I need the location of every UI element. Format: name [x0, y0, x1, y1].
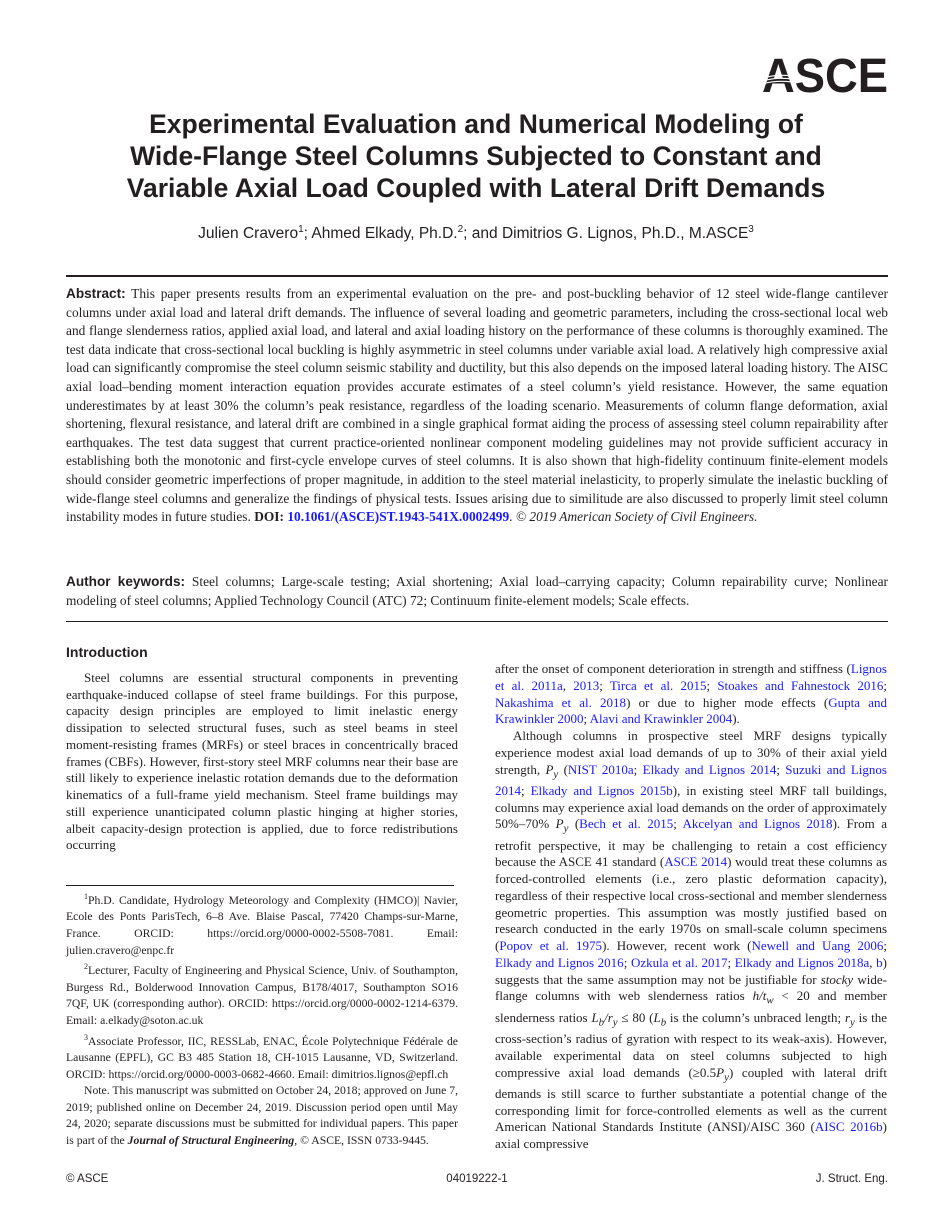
text-run: is the cross-section’s radius of gyration with respect to its weak-axis). However, available experimental data on steel columns subjected to high compressive axial load demands (≥0.5: [495, 1009, 887, 1080]
citation-link[interactable]: NIST 2010a: [567, 761, 634, 777]
text-run: y: [563, 822, 569, 835]
footnote-mark: 3: [84, 1032, 88, 1042]
citation-link[interactable]: Elkady and Lignos 2018a: [734, 954, 870, 970]
footnote-divider: [66, 885, 454, 886]
text-run: b: [660, 1016, 667, 1029]
left-column: [66, 644, 458, 854]
text-run: ). However, recent work (: [602, 938, 752, 954]
text-run: ;: [883, 938, 887, 954]
citation-link[interactable]: Elkady and Lignos 2015b: [530, 782, 673, 798]
text-run: Although columns in prospective steel MRF designs typically experience modest axial load demands of up to 30% of their axial yield strength,: [495, 728, 887, 777]
title-line: Wide-Flange Steel Columns Subjected to Constant and: [130, 141, 822, 171]
citation-link[interactable]: ASCE 2014: [664, 854, 728, 870]
text-run: ), in existing steel MRF tall buildings, columns may experience axial load demands on the order of approximately 50%–70%: [495, 782, 887, 832]
text-run: ;: [583, 711, 590, 727]
footnote: [66, 959, 458, 1029]
text-run: stocky: [820, 971, 854, 987]
footnote-mark: 1: [84, 892, 88, 901]
author-separator: ; and: [463, 225, 502, 243]
body-paragraph: [66, 670, 458, 854]
text-run: ) suggests that the same assumption may not be justifiable for: [495, 954, 887, 987]
manuscript-note: [66, 1083, 458, 1149]
citation-link[interactable]: Ozkula et al. 2017: [630, 954, 728, 970]
text-run: ,: [562, 677, 574, 693]
text-run: ;: [521, 782, 531, 798]
citation-link[interactable]: Elkady and Lignos 2014: [642, 761, 777, 777]
citation-link[interactable]: Suzuki and Lignos 2014: [495, 761, 887, 798]
citation-link[interactable]: Lignos et al. 2011a: [495, 661, 887, 693]
text-run: y: [553, 768, 559, 781]
doi-link[interactable]: 10.1061/(ASCE)ST.1943-541X.0002499: [287, 509, 510, 525]
title-line: Variable Axial Load Coupled with Lateral Drift Demands: [126, 173, 826, 203]
body-paragraph: [495, 728, 887, 1153]
footnote: [66, 1030, 458, 1084]
text-run: P: [545, 761, 554, 777]
keywords-text: Steel columns; Large-scale testing; Axial shortening; Axial load–carrying capacity; Column repairability curve; Nonlinear modeling of steel columns; Applied Technology Council (ATC) 72; Continuum finite-element models; Scale effects.: [66, 574, 888, 608]
text-run: L: [591, 1009, 599, 1025]
footer-copyright: © ASCE: [66, 1173, 109, 1185]
footnote-text: Ph.D. Candidate, Hydrology Meteorology and Complexity (HMCO)| Navier, Ecole des Ponts ParisTech, 6–8 Ave. Blaise Pascal, 77420 Champs-sur-Marne, France. ORCID: https://orcid.org/0000-0002-5508-7081. Email: julien.cravero@enpc.fr: [66, 893, 458, 957]
text-run: Note. This manuscript was submitted on October 24, 2018; approved on June 7, 2019; published online on December 24, 2019. Discussion period open until May 24, 2020; separate discussions must be submitted for individual papers. This paper is part of the: [66, 1084, 458, 1147]
citation-link[interactable]: AISC 2016b: [814, 1119, 883, 1135]
author-name: Dimitrios G. Lignos, Ph.D., M.ASCE: [501, 225, 749, 243]
citation-link[interactable]: Akcelyan and Lignos 2018: [682, 816, 833, 832]
citation-link[interactable]: 2013: [573, 677, 600, 693]
text-run: P: [716, 1064, 725, 1080]
footnotes: [66, 889, 458, 1150]
footnote-text: Associate Professor, IIC, RESSLab, ENAC, École Polytechnique Fédérale de Lausanne (EPFL), GC B3 485 Station 18, CH-1015 Lausanne, VD, Switzerland. ORCID: https://orcid.org/0000-0003-0682-4660. Email: dimitrios.lignos@epfl.ch: [66, 1034, 458, 1081]
text-run: after the onset of component deterioration in strength and stiffness (: [495, 661, 851, 676]
author-affiliation-mark: 2: [457, 224, 464, 235]
section-heading: Introduction: [66, 644, 148, 660]
text-run: (: [568, 816, 580, 832]
text-run: ;: [727, 954, 735, 970]
citation-link[interactable]: b: [876, 954, 883, 970]
text-run: (: [558, 761, 568, 777]
text-run: ) coupled with lateral drift demands is still scarce to further substantiate a potential change of the corresponding limit for force-controlled elements as well as the current American National Standards Institute (ANSI)/AISC 360 (: [495, 1064, 887, 1135]
text-run: ).: [732, 711, 740, 727]
author-affiliation-mark: 1: [298, 224, 304, 235]
citation-link[interactable]: Popov et al. 1975: [499, 938, 603, 954]
author-list: [60, 224, 892, 243]
text-run: r: [844, 1009, 851, 1025]
abstract-divider: [66, 621, 888, 622]
citation-link[interactable]: Newell and Uang 2006: [751, 938, 884, 954]
text-run: b: [598, 1016, 605, 1029]
svg-text:ASCE: ASCE: [762, 52, 888, 94]
text-run: h/t: [752, 988, 767, 1004]
footnote-mark: 2: [84, 962, 88, 972]
author-separator: ;: [303, 225, 312, 243]
text-run: L: [653, 1009, 661, 1025]
text-run: w: [766, 995, 774, 1008]
copyright: © 2019 American Society of Civil Engineers.: [515, 509, 758, 525]
text-run: ;: [633, 761, 643, 777]
abstract: Abstract: This paper presents results from an experimental evaluation on the pre- and post-buckling behavior of 12 steel wide-flange cantilever columns under axial load and lateral drift demands. The influence of several loading and geometric parameters, including the cross-sectional local web and flange slenderness ratios, applied axial load, and lateral and axial loading history on the performance of these columns is thoroughly examined. The test data indicate that cross-sectional local buckling is highly asymmetric in steel columns under variable axial load. A relatively high compressive axial load can significantly compromise the steel column seismic stability and ductility, but this also depends on the imposed lateral loading history. The AISC axial load–bending moment interaction equation provides accurate estimates of a steel column’s yield resistance. However, the same equation underestimates by at least 30% the column’s peak resistance, regardless of the loading scenario. Measurements of column flange deformation, axial shortening, flexural resistance, and lateral drift are combined in a single graphical format aiding the process of assessing steel column repairability after earthquakes. The test data suggest that current practice-oriented nonlinear component modeling guidelines may not provide sufficient accuracy in establishing both the monotonic and first-cycle envelope curves of steel columns. It is also shown that high-fidelity continuum finite-element models should consider geometric imperfections of proper magnitude, in addition to the steel material inelasticity, to properly simulate the inelastic buckling of wide-flange steel columns and generalize the findings of physical tests. Issues arising due to similitude are also discussed to properly limit steel column instability modes in future studies. DOI: 10.1061/(ASCE)ST.1943-541X.0002499. © 2019 American Society of Civil Engineers.: [66, 286, 888, 525]
keywords-label: Author keywords:: [66, 574, 186, 589]
text-run: ;: [706, 677, 718, 693]
text-run: ;: [883, 677, 888, 693]
text-run: ;: [776, 761, 786, 777]
author-name: Julien Cravero: [198, 225, 299, 243]
footnote: [66, 889, 458, 959]
text-run: ) would treat these columns as forced-controlled elements (i.e., zero plastic deformation capacity), regardless of their respective local cross-sectional and member slenderness geometric properties. This assumption was mostly justified based on research conducted in the early 1970s on small-scale column specimens (: [495, 854, 888, 954]
text-run: , © ASCE, ISSN 0733-9445.: [294, 1133, 429, 1147]
paper-title: [60, 108, 892, 204]
abstract-text: This paper presents results from an experimental evaluation on the pre- and post-buckling behavior of 12 steel wide-flange cantilever columns under axial load and lateral drift demands. The influence of several loading and geometric parameters, including the cross-sectional local web and flange slenderness ratios, applied axial load, and lateral and axial loading history on the performance of these columns is thoroughly examined. The test data indicate that cross-sectional local buckling is highly asymmetric in steel columns under variable axial load. A relatively high compressive axial load can significantly compromise the steel column seismic stability and ductility, but this also depends on the imposed lateral loading history. The AISC axial load–bending moment interaction equation provides accurate estimates of a steel column’s yield resistance. However, the same equation underestimates by at least 30% the column’s peak resistance, regardless of the loading scenario. Measurements of column flange deformation, axial shortening, flexural resistance, and lateral drift are combined in a single graphical format aiding the process of assessing steel column repairability after earthquakes. The test data suggest that current practice-oriented nonlinear component modeling guidelines may not provide sufficient accuracy in establishing both the monotonic and first-cycle envelope curves of steel columns. It is also shown that high-fidelity continuum finite-element models should consider geometric imperfections of proper magnitude, in addition to the steel material inelasticity, to properly simulate the inelastic buckling of wide-flange steel columns and generalize the findings of physical tests. Issues arising due to similitude are also discussed to properly limit steel column instability modes in future studies.: [66, 286, 888, 525]
text-run: ,: [869, 954, 877, 970]
title-line: Experimental Evaluation and Numerical Modeling of: [149, 109, 803, 139]
text-run: is the column’s unbraced length;: [666, 1009, 845, 1025]
author-affiliation-mark: 3: [748, 224, 754, 235]
author-name: Ahmed Elkady, Ph.D.: [311, 225, 458, 243]
header-divider: [66, 275, 888, 277]
text-run: Journal of Structural Engineering: [127, 1133, 295, 1147]
body-paragraph: [495, 661, 887, 728]
author-keywords: [66, 573, 888, 610]
text-run: Steel columns are essential structural components in preventing earthquake-induced collapse of steel frame buildings. For this purpose, capacity design principles are employed to limit inelastic energy dissipation to selected structural fuses, such as steel beams in steel moment-resisting frames (MRFs) or steel braces in concentrically braced frames (CBFs). However, first-story steel MRF columns near their base are still likely to experience inelastic rotation demands due to the deformation kinematics of a full-frame yield mechanism. Steel frame buildings may still experience unanticipated column plastic hinging at higher stories, albeit capacity-design protection is applied, due to force redistributions occurring: [66, 669, 458, 853]
doi-label: DOI:: [254, 509, 284, 525]
abstract-label: Abstract:: [66, 286, 126, 301]
citation-link[interactable]: Alavi and Krawinkler 2004: [589, 711, 733, 727]
text-run: y: [724, 1071, 729, 1084]
asce-logo: [762, 52, 888, 94]
text-run: ≤ 80 (: [617, 1009, 654, 1025]
text-run: ;: [599, 677, 610, 693]
journal-abbrev: J. Struct. Eng.: [815, 1173, 888, 1185]
text-run: ;: [623, 954, 631, 970]
text-run: /r: [604, 1009, 613, 1025]
text-run: ) or due to higher mode effects (: [626, 694, 829, 710]
text-run: ;: [673, 816, 683, 832]
text-run: P: [555, 816, 564, 832]
text-run: ). From a retrofit perspective, it may be challenging to retain a cost efficiency because the ASCE 41 standard (: [495, 816, 887, 870]
text-run: wide-flange columns with web slenderness ratios: [495, 971, 887, 1004]
footnote-text: Lecturer, Faculty of Engineering and Physical Science, Univ. of Southampton, Burgess Rd., Bolderwood Innovation Campus, B178/4017, Southampton SO16 7QF, UK (corresponding author). ORCID: https://orcid.org/0000-0002-1214-6379. Email: a.elkady@soton.ac.uk: [66, 964, 458, 1027]
right-column: [495, 661, 887, 1153]
text-run: ) axial compressive: [495, 1119, 887, 1152]
citation-link[interactable]: Gupta and Krawinkler 2000: [495, 694, 887, 727]
text-run: y: [612, 1016, 618, 1029]
citation-link[interactable]: Elkady and Lignos 2016: [495, 954, 624, 970]
citation-link[interactable]: Bech et al. 2015: [579, 816, 674, 832]
citation-link[interactable]: Nakashima et al. 2018: [495, 694, 627, 710]
text-run: y: [850, 1016, 855, 1029]
page-number: 04019222-1: [446, 1173, 508, 1185]
text-run: < 20 and member slenderness ratios: [495, 988, 887, 1025]
citation-link[interactable]: Tirca et al. 2015: [609, 677, 707, 693]
citation-link[interactable]: Stoakes and Fahnestock 2016: [717, 677, 884, 693]
